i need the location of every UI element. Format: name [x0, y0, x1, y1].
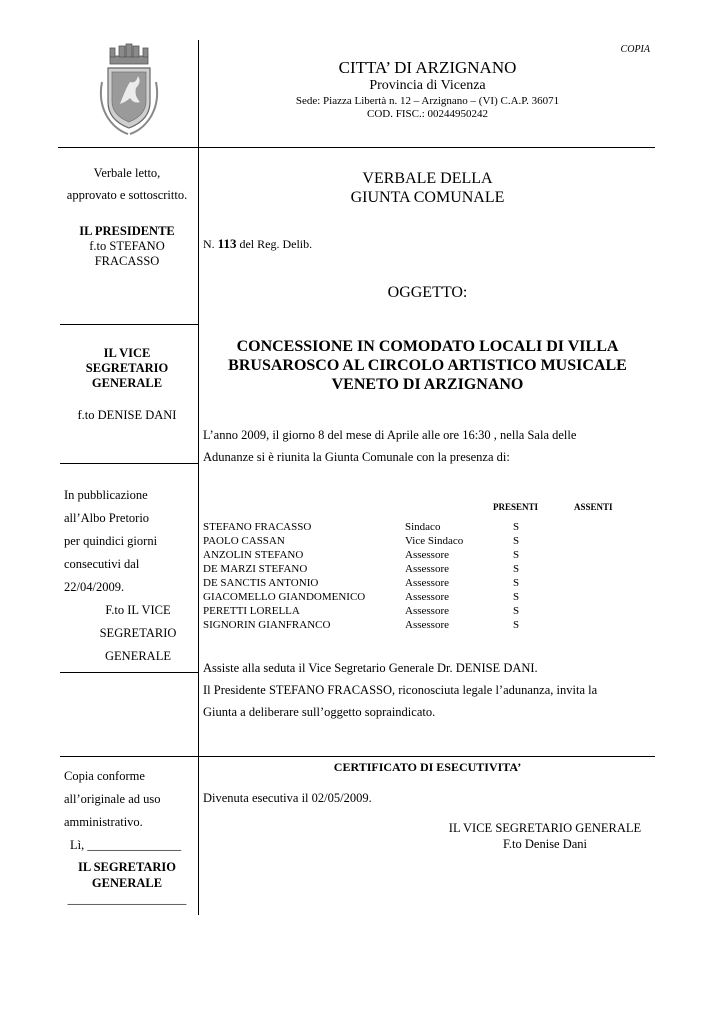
province: Provincia di Vicenza: [369, 78, 486, 93]
signature-line: ___________________: [67, 892, 187, 906]
vice-secretary-title: IL VICE SEGRETARIO GENERALE: [85, 346, 169, 390]
president-signature-block: IL PRESIDENTE f.to STEFANO FRACASSO: [58, 224, 196, 269]
executive-date: Divenuta esecutiva il 02/05/2009.: [203, 791, 372, 805]
tax-code: COD. FISC.: 00244950242: [366, 108, 489, 120]
secretary-title: IL SEGRETARIO GENERALE: [77, 860, 177, 890]
sidebar-rule-2: [60, 463, 198, 464]
copy-conformity-note: Copia conforme all’originale ad uso amministrativo. Lì, _______________: [64, 765, 196, 857]
read-approved-note: Verbale letto, approvato e sottoscritto.: [66, 166, 188, 202]
subject-label: OGGETTO:: [387, 284, 468, 301]
certificate-title: CERTIFICATO DI ESECUTIVITA’: [333, 760, 522, 774]
place-date-line: Lì, _______________: [70, 838, 182, 852]
document-title: VERBALE DELLA GIUNTA COMUNALE: [350, 170, 505, 206]
subject-text: CONCESSIONE IN COMODATO LOCALI DI VILLA BRUSAROSCO AL CIRCOLO ARTISTICO MUSICALE VENETO DI ARZIGNANO: [228, 338, 627, 393]
copy-mark: COPIA: [620, 44, 650, 55]
session-notes: Assiste alla seduta il Vice Segretario Generale Dr. DENISE DANI. Il Presidente STEFANO FRACASSO, riconosciuta legale l’adunanza, invita la Giunta a deliberare sull’oggetto sopraindicato.: [203, 661, 598, 719]
certificate-rule: [60, 756, 655, 757]
header-rule: [58, 147, 655, 148]
sidebar-rule-1: [60, 324, 198, 325]
city-crest-emblem: [98, 42, 160, 138]
column-header-present: PRESENTI: [493, 502, 539, 512]
registry-number: N. 113 del Reg. Delib.: [203, 236, 313, 251]
column-divider: [198, 40, 199, 915]
publication-note: In pubblicazione all’Albo Pretorio per quindici giorni consecutivi dal 22/04/2009. F.to IL VICE SEGRETARIO GENERALE: [64, 488, 177, 663]
deliberation-number: 113: [217, 236, 237, 251]
city-name: CITTA’ DI ARZIGNANO: [338, 58, 517, 77]
meeting-intro: L’anno 2009, il giorno 8 del mese di Aprile alle ore 16:30 , nella Sala delle Adunanze si è riunita la Giunta Comunale con la presenza di:: [203, 428, 577, 464]
sidebar-rule-3: [60, 672, 198, 673]
address: Sede: Piazza Libertà n. 12 – Arzignano – (VI) C.A.P. 36071: [295, 95, 560, 107]
president-title: IL PRESIDENTE: [79, 224, 175, 238]
column-header-absent: ASSENTI: [574, 502, 613, 512]
certificate-signature: IL VICE SEGRETARIO GENERALE F.to Denise Dani: [448, 821, 642, 851]
vice-secretary-signature: f.to DENISE DANI: [77, 408, 177, 422]
